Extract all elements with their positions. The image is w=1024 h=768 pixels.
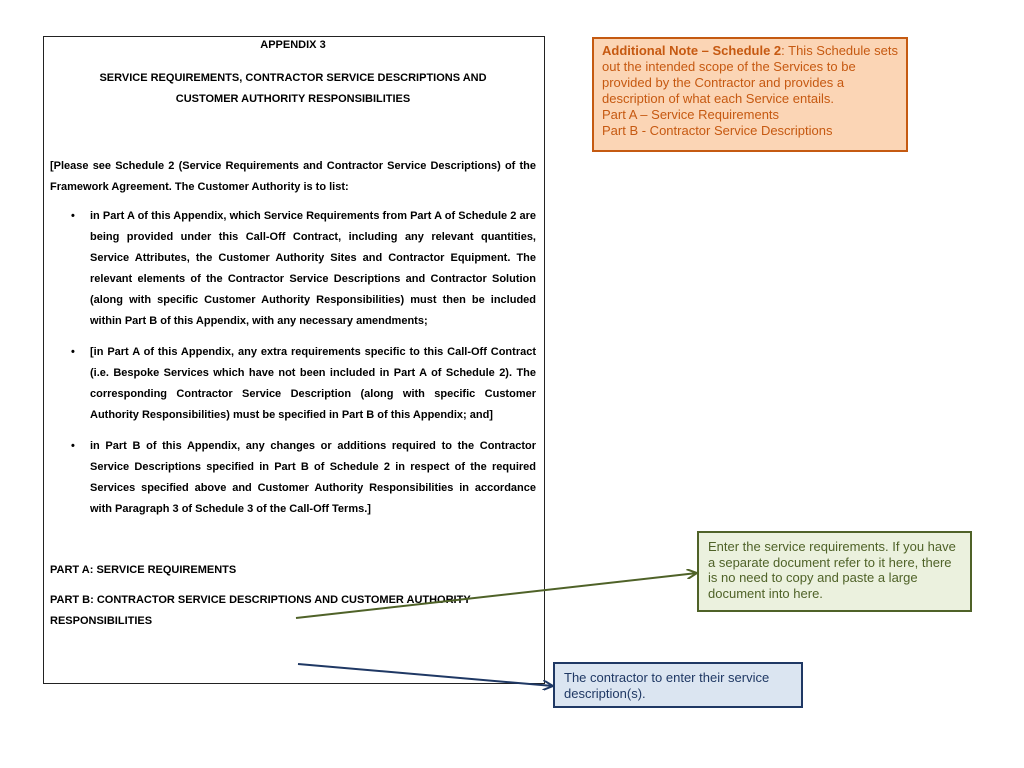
bullet-icon: • <box>71 210 75 222</box>
list-item-text: in Part A of this Appendix, which Service Requirements from Part A of Schedule 2 are being provided under this Call-Off Contract, including any relevant quantities, Service Attributes, the Customer Authority Sites and Contractor Equipment. The relevant elements of the Contractor Service Descriptions and Contractor Solution (along with specific Customer Authority Responsibilities) must then be included within Part B of this Appendix, with any necessary amendments; <box>90 210 536 327</box>
part-b-heading: PART B: CONTRACTOR SERVICE DESCRIPTIONS AND CUSTOMER AUTHORITY RESPONSIBILITIES <box>50 594 471 627</box>
list-item-text: in Part B of this Appendix, any changes or additions required to the Contractor Service Descriptions specified in Part B of Schedule 2 in respect of the required Services specified above and Customer Authority Responsibilities in accordance with Paragraph 3 of Schedule 3 of the Call-Off Terms.] <box>90 440 536 515</box>
note-title: Additional Note – Schedule 2 <box>602 43 782 58</box>
intro-paragraph: [Please see Schedule 2 (Service Requirements and Contractor Service Descriptions) of the Framework Agreement. The Customer Authority is to list: <box>50 160 536 193</box>
bullet-icon: • <box>71 346 75 358</box>
service-requirements-callout: Enter the service requirements. If you have a separate document refer to it here, there is no need to copy and paste a large document into here. <box>697 531 972 612</box>
heading-line-2: CUSTOMER AUTHORITY RESPONSIBILITIES <box>175 93 411 105</box>
blue-arrow <box>298 664 553 686</box>
appendix-title: APPENDIX 3 <box>260 39 326 51</box>
note-part-a: Part A – Service Requirements <box>602 107 780 122</box>
heading-line-1: SERVICE REQUIREMENTS, CONTRACTOR SERVICE DESCRIPTIONS AND <box>99 72 487 84</box>
green-arrow <box>296 573 697 618</box>
note-body: : This Schedule sets out the intended scope of the Services to be provided by the Contractor and provides a description of what each Service entails. <box>602 43 898 106</box>
part-a-heading: PART A: SERVICE REQUIREMENTS <box>50 564 237 576</box>
bullet-icon: • <box>71 440 75 452</box>
list-item-text: [in Part A of this Appendix, any extra requirements specific to this Call-Off Contract (i.e. Bespoke Services which have not been included in Part A of Schedule 2). The corresponding Contractor Service Description (along with specific Customer Authority Responsibilities) must be specified in Part B of this Appendix; and] <box>90 346 536 421</box>
service-description-callout: The contractor to enter their service description(s). <box>553 662 803 708</box>
note-part-b: Part B - Contractor Service Descriptions <box>602 123 833 138</box>
